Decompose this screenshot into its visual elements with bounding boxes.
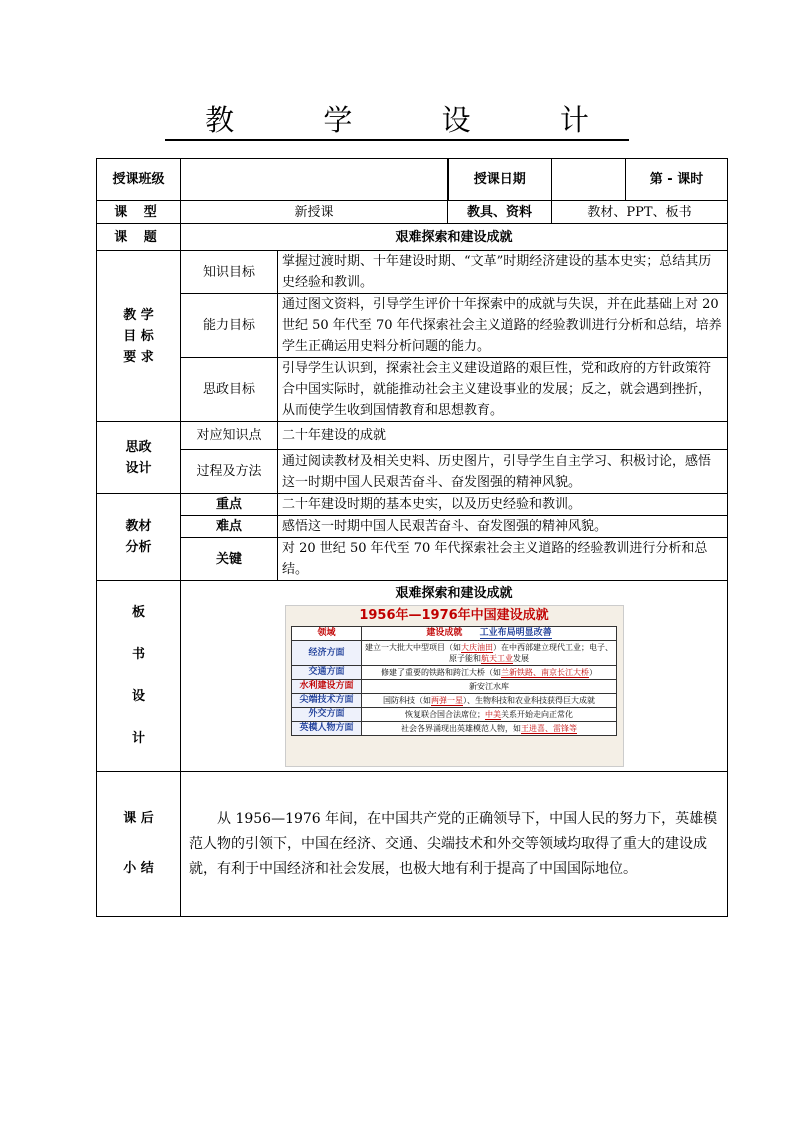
type-value: 新授课 [181, 201, 448, 224]
achievement-row: 尖端技术方面 国防科技（如两弹一星）、生物科技和农业科技获得巨大成就 [292, 694, 617, 708]
topic-value: 艰难探索和建设成就 [181, 224, 728, 251]
achievement-table [291, 626, 617, 736]
analysis-text-difficult: 感悟这一时期中国人民艰苦奋斗、奋发图强的精神风貌。 [278, 516, 728, 538]
summary-label: 课 后 小 结 [97, 772, 181, 917]
achievement-row: 交通方面 修建了重要的铁路和跨江大桥（如兰新铁路、南京长江大桥） [292, 666, 617, 680]
board-image [285, 605, 624, 767]
board-image-title: 1956年—1976年中国建设成就 [359, 608, 549, 623]
ideology-name-process: 过程及方法 [181, 450, 278, 494]
class-label: 授课班级 [97, 159, 181, 201]
goal-name-ideology: 思政目标 [181, 358, 278, 422]
materials-value: 教材、PPT、板书 [552, 201, 728, 224]
type-label: 课 型 [97, 201, 181, 224]
ideology-text-knowledge: 二十年建设的成就 [278, 422, 728, 450]
achievement-row: 水利建设方面 新安江水库 [292, 680, 617, 694]
topic-label: 课 题 [97, 224, 181, 251]
goal-name-ability: 能力目标 [181, 294, 278, 358]
goal-name-knowledge: 知识目标 [181, 251, 278, 294]
analysis-name-critical: 关键 [181, 538, 278, 581]
period-label: 第 - 课时 [626, 159, 728, 201]
class-value [181, 159, 448, 201]
ideology-label: 思政 设计 [97, 422, 181, 494]
board-label: 板 书 设 计 [97, 581, 181, 772]
analysis-label: 教材 分析 [97, 494, 181, 581]
analysis-text-critical: 对 20 世纪 50 年代至 70 年代探索社会主义道路的经验教训进行分析和总结。 [278, 538, 728, 581]
goals-label: 教 学 目 标 要 求 [97, 251, 181, 422]
materials-label: 教具、资料 [448, 201, 552, 224]
ideology-text-process: 通过阅读教材及相关史料、历史图片，引导学生自主学习、积极讨论，感悟这一时期中国人民艰苦奋斗、奋发图强的精神风貌。 [278, 450, 728, 494]
lesson-plan-table [96, 158, 728, 917]
goal-text-ability: 通过图文资料，引导学生评价十年探索中的成就与失误，并在此基础上对 20 世纪 50 年代至 70 年代探索社会主义道路的经验教训进行分析和总结，培养学生正确运用史料分析问题的能力。 [278, 294, 728, 358]
board-cell [181, 581, 728, 772]
goal-text-ideology: 引导学生认识到，探索社会主义建设道路的艰巨性，党和政府的方针政策符合中国实际时，就能推动社会主义建设事业的发展；反之，就会遇到挫折，从而使学生收到国情教育和思想教育。 [278, 358, 728, 422]
col-achieve-header: 建设成就 工业布局明显改善 [362, 627, 617, 641]
achievement-row: 经济方面 建立一大批大中型项目（如大庆油田）在中西部建立现代工业；电子、原子能和航天工业发展 [292, 641, 617, 666]
analysis-name-key: 重点 [181, 494, 278, 516]
analysis-text-key: 二十年建设时期的基本史实，以及历史经验和教训。 [278, 494, 728, 516]
achievement-row: 英模人物方面 社会各界涌现出英雄模范人物，如王进喜、雷锋等 [292, 722, 617, 736]
ideology-name-knowledge: 对应知识点 [181, 422, 278, 450]
analysis-name-difficult: 难点 [181, 516, 278, 538]
date-value [552, 159, 626, 201]
goal-text-knowledge: 掌握过渡时期、十年建设时期、“文革”时期经济建设的基本史实；总结其历史经验和教训。 [278, 251, 728, 294]
board-note: 工业布局明显改善 [479, 628, 552, 638]
date-label: 授课日期 [448, 159, 552, 201]
page-title: 教 学 设 计 [0, 98, 794, 139]
board-title: 艰难探索和建设成就 [395, 586, 513, 601]
summary-text: 从 1956—1976 年间，在中国共产党的正确领导下，中国人民的努力下，英雄模范人物的引领下，中国在经济、交通、尖端技术和外交等领域均取得了重大的建设成就，有利于中国经济和社会发展，也极大地有利于提高了中国国际地位。 [181, 772, 728, 917]
achievement-row: 外交方面 恢复联合国合法席位；中美关系开始走向正常化 [292, 708, 617, 722]
col-field-header: 领域 [292, 627, 362, 641]
